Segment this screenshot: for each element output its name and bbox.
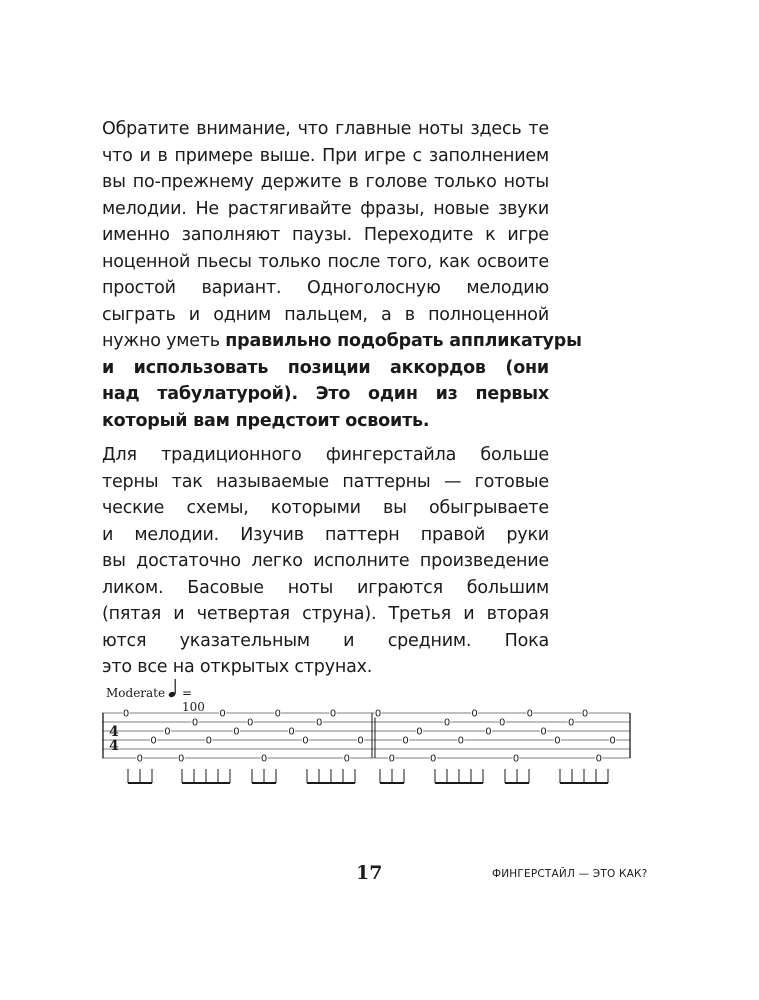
text-line: ческие схемы, которыми вы обыгрываете [102, 498, 549, 518]
paragraph-2 [102, 442, 549, 681]
text-line: и мелодии. Изучив паттерн правой руки [102, 524, 549, 545]
regular-fragment: нужно уметь [102, 331, 226, 351]
running-header: ФИНГЕРСТАЙЛ — ЭТО КАК? [492, 868, 648, 880]
tab-note: 0 [122, 708, 130, 720]
quarter-note-icon [168, 678, 178, 698]
tab-note: 0 [343, 753, 350, 765]
tab-note: 0 [374, 708, 382, 720]
text-line: ноценной пьесы только после того, как освоите [102, 251, 549, 272]
tab-note: 0 [443, 717, 451, 729]
text-line: вы по-прежнему держите в голове только ноты [102, 172, 549, 192]
text-line: Для традиционного фингерстайла больше [102, 445, 549, 465]
bold-fragment: правильно подобрать аппликатуры [225, 331, 582, 351]
tab-note: 0 [471, 708, 478, 720]
text-line: простой вариант. Одноголосную мелодию [102, 278, 549, 298]
text-line: ются указательным и средним. Пока [102, 630, 549, 651]
text-line: что и в примере выше. При игре с заполнением [102, 145, 549, 166]
tab-note: 0 [260, 753, 268, 765]
tab-note: 0 [205, 735, 212, 747]
tab-note: 0 [568, 717, 575, 729]
bold-text-line: и использовать позиции аккордов (они [102, 357, 549, 378]
tab-note: 0 [416, 726, 423, 738]
tab-note: 0 [402, 735, 409, 747]
text-line: терны так называемые паттерны — готовые [102, 471, 549, 492]
text-line-mixed [102, 328, 582, 355]
tab-note: 0 [233, 726, 240, 738]
tab-note: 0 [581, 708, 589, 720]
body-text [102, 116, 582, 681]
tab-note: 0 [512, 753, 520, 765]
tablature [102, 705, 632, 795]
tab-note: 0 [554, 735, 561, 747]
tab-note: 0 [609, 735, 616, 747]
tab-note: 0 [191, 717, 199, 729]
bold-text-line: который вам предстоит освоить. [102, 410, 430, 431]
tab-note: 0 [329, 708, 337, 720]
tab-note: 0 [526, 708, 533, 720]
text-line: именно заполняют паузы. Переходите к игре [102, 225, 549, 245]
tab-note: 0 [178, 753, 185, 765]
paragraph-1 [102, 116, 582, 434]
page-number: 17 [356, 862, 383, 884]
tab-note: 0 [457, 735, 464, 747]
tab-note: 0 [357, 735, 364, 747]
time-signature-top: 4 [109, 724, 119, 740]
text-line: это все на открытых струнах. [102, 657, 373, 677]
tab-note: 0 [288, 726, 295, 738]
text-line: мелодии. Не растягивайте фразы, новые звуки [102, 198, 549, 219]
tab-note: 0 [316, 717, 323, 729]
tab-note: 0 [540, 726, 547, 738]
tab-note: 0 [485, 726, 492, 738]
time-signature-bottom: 4 [109, 738, 119, 754]
bold-text-line: над табулатурой). Это один из первых [102, 384, 549, 404]
tab-note: 0 [302, 735, 309, 747]
tempo-marking [106, 686, 205, 714]
tab-note: 0 [499, 717, 506, 729]
text-line: (пятая и четвертая струна). Третья и вторая [102, 604, 549, 624]
tempo-label: Moderate [106, 686, 166, 700]
tab-note: 0 [274, 708, 281, 720]
tab-note: 0 [219, 708, 226, 720]
tab-note: 0 [247, 717, 254, 729]
tab-note: 0 [430, 753, 437, 765]
text-line: вы достаточно легко исполните произведение [102, 551, 549, 571]
tempo-bpm: = 100 [182, 686, 205, 714]
text-line: сыграть и одним пальцем, а в полноценной [102, 304, 549, 325]
tab-note: 0 [164, 726, 171, 738]
tab-note: 0 [388, 753, 395, 765]
tab-note: 0 [595, 753, 602, 765]
text-line: Обратите внимание, что главные ноты здесь те [102, 119, 549, 139]
text-line: ликом. Басовые ноты играются большим [102, 577, 549, 598]
tab-note: 0 [136, 753, 143, 765]
tab-note: 0 [150, 735, 157, 747]
